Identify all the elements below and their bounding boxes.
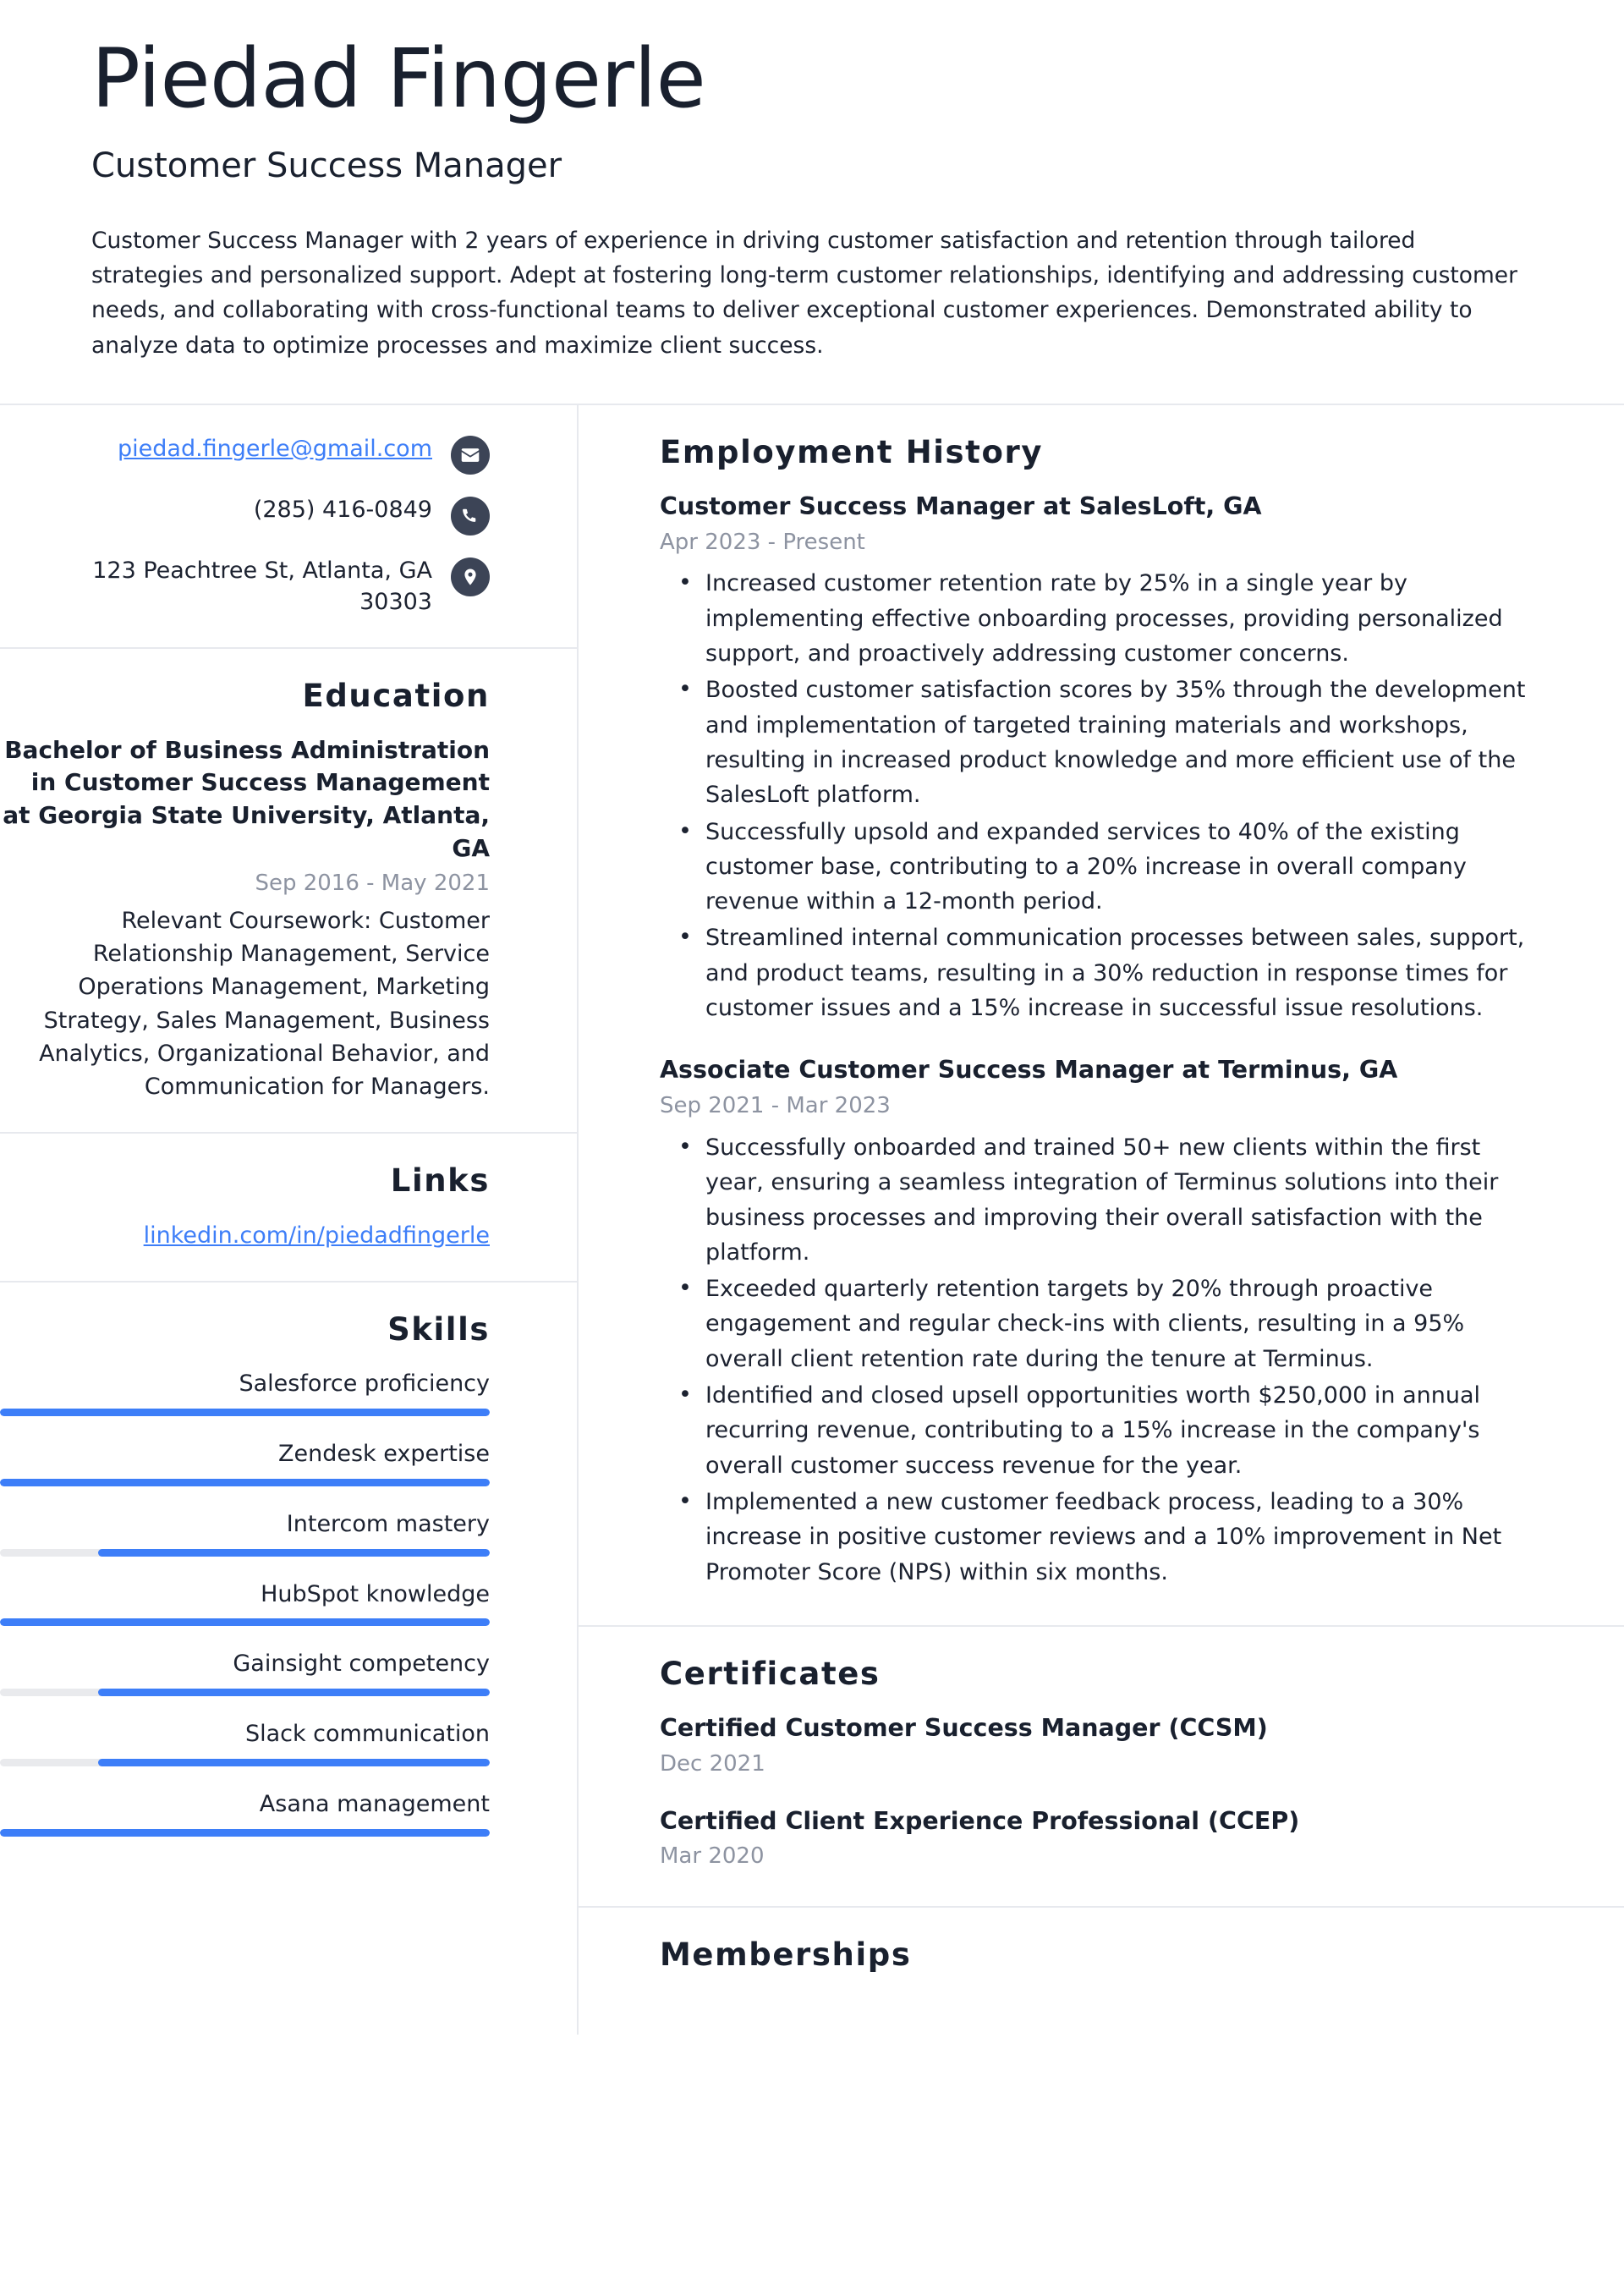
employment-bullets bbox=[660, 566, 1533, 1025]
bullet-item: • Successfully onboarded and trained 50+ new clients within the first year, ensuring a seamless integration of Terminus solutions into their business processes and improving their overall satisfaction with the platform. bbox=[704, 1130, 1533, 1270]
skill-item bbox=[0, 1438, 490, 1486]
skill-progress-track bbox=[0, 1618, 490, 1626]
resume-body bbox=[0, 405, 1624, 2035]
link-item[interactable] bbox=[0, 1219, 490, 1252]
education-degree: Bachelor of Business Administration in Customer Success Management at Georgia State University, Atlanta, GA bbox=[3, 735, 490, 862]
phone-value: (285) 416-0849 bbox=[253, 496, 432, 523]
address-value: 123 Peachtree St, Atlanta, GA 30303 bbox=[92, 557, 432, 615]
skill-progress-fill bbox=[0, 1479, 490, 1486]
skill-progress-track bbox=[0, 1689, 490, 1696]
certificate-entry bbox=[660, 1712, 1533, 1780]
memberships-section-title: Memberships bbox=[660, 1936, 912, 1974]
phone-icon bbox=[451, 497, 490, 536]
memberships-block bbox=[579, 1908, 1624, 2035]
skill-progress-track bbox=[0, 1409, 490, 1416]
certificate-title: Certified Client Experience Professional (CCEP) bbox=[660, 1806, 1300, 1835]
skill-item bbox=[0, 1788, 490, 1837]
bullet-item: • Increased customer retention rate by 25% in a single year by implementing effective onboarding processes, providing personalized support, and proactively addressing customer concerns. bbox=[704, 566, 1533, 671]
bullet-item: • Boosted customer satisfaction scores by 35% through the development and implementation of targeted training materials and workshops, resulting in increased product knowledge and more efficient use of the SalesLoft platform. bbox=[704, 673, 1533, 812]
skill-progress-fill bbox=[0, 1409, 490, 1416]
certificate-date: Dec 2021 bbox=[660, 1750, 765, 1777]
certificates-block bbox=[579, 1627, 1624, 1908]
resume-header bbox=[0, 0, 1624, 404]
skill-item bbox=[0, 1648, 490, 1696]
skill-progress-fill bbox=[98, 1759, 490, 1766]
email-value[interactable]: piedad.fingerle@gmail.com bbox=[118, 435, 432, 462]
skill-item bbox=[0, 1508, 490, 1557]
employment-entry bbox=[660, 491, 1533, 1026]
bullet-item: • Exceeded quarterly retention targets by 20% through proactive engagement and regular check-ins with clients, resulting in a 95% overall client retention rate during the tenure at Terminus. bbox=[704, 1272, 1533, 1376]
bullet-item: • Identified and closed upsell opportunities worth $250,000 in annual recurring revenue, contributing to a 15% increase in the company's overall customer success revenue for the year. bbox=[704, 1378, 1533, 1483]
certificates-section-title: Certificates bbox=[660, 1655, 881, 1692]
skills-block bbox=[0, 1283, 577, 1870]
skill-label: Gainsight competency bbox=[233, 1651, 490, 1678]
linkedin-link[interactable]: linkedin.com/in/piedadfingerle bbox=[143, 1222, 490, 1250]
education-block bbox=[0, 649, 577, 1134]
education-entry bbox=[0, 734, 490, 1103]
bullet-item: • Streamlined internal communication processes between sales, support, and product teams, resulting in a 30% reduction in response times for customer issues and a 15% increase in successful issue resolutions. bbox=[704, 920, 1533, 1025]
skill-progress-track bbox=[0, 1549, 490, 1557]
bullet-item: • Implemented a new customer feedback process, leading to a 30% increase in positive customer reviews and a 10% improvement in Net Promoter Score (NPS) within six months. bbox=[704, 1485, 1533, 1590]
contact-item-email[interactable] bbox=[0, 434, 490, 475]
envelope-icon bbox=[451, 436, 490, 475]
links-block bbox=[0, 1134, 577, 1283]
skill-item bbox=[0, 1579, 490, 1627]
employment-bullets bbox=[660, 1130, 1533, 1590]
skill-progress-track bbox=[0, 1759, 490, 1766]
skill-label: Zendesk expertise bbox=[278, 1440, 490, 1467]
certificate-title: Certified Customer Success Manager (CCSM) bbox=[660, 1713, 1268, 1742]
contact-block bbox=[0, 405, 577, 649]
links-section-title: Links bbox=[390, 1162, 490, 1200]
job-title: Customer Success Manager bbox=[91, 146, 562, 185]
employment-dates: Sep 2021 - Mar 2023 bbox=[660, 1093, 891, 1119]
page-title: Piedad Fingerle bbox=[91, 31, 706, 126]
employment-entry bbox=[660, 1054, 1533, 1590]
employment-job-title: Associate Customer Success Manager at Terminus, GA bbox=[660, 1056, 1398, 1085]
skill-item bbox=[0, 1368, 490, 1416]
skills-section-title: Skills bbox=[387, 1311, 490, 1348]
bullet-item: • Successfully upsold and expanded services to 40% of the existing customer base, contributing to a 20% increase in overall company revenue within a 12-month period. bbox=[704, 815, 1533, 920]
employment-job-title: Customer Success Manager at SalesLoft, GA bbox=[660, 492, 1262, 520]
education-section-title: Education bbox=[302, 677, 490, 714]
contact-item-phone bbox=[0, 495, 490, 536]
employment-history-block bbox=[579, 405, 1624, 1627]
skill-progress-track bbox=[0, 1829, 490, 1837]
employment-section-title: Employment History bbox=[660, 433, 1044, 470]
skill-progress-track bbox=[0, 1479, 490, 1486]
certificate-entry bbox=[660, 1805, 1533, 1873]
skill-label: Slack communication bbox=[244, 1721, 490, 1748]
skill-progress-fill bbox=[98, 1689, 490, 1696]
skill-label: HubSpot knowledge bbox=[261, 1580, 490, 1607]
skill-label: Asana management bbox=[259, 1790, 490, 1817]
certificate-date: Mar 2020 bbox=[660, 1843, 765, 1870]
skill-label: Intercom mastery bbox=[286, 1510, 490, 1537]
skill-progress-fill bbox=[98, 1549, 490, 1557]
skill-progress-fill bbox=[0, 1829, 490, 1837]
location-pin-icon bbox=[451, 558, 490, 596]
professional-summary: Customer Success Manager with 2 years of experience in driving customer satisfaction and retention through tailored strategies and personalized support. Adept at fostering long-term customer relationships, identifying and addressing customer needs, and collaborating with cross-functional teams to deliver exceptional customer experiences. Demonstrated ability to analyze data to optimize processes and maximize client success. bbox=[91, 227, 1517, 359]
education-description: Relevant Coursework: Customer Relationship Management, Service Operations Management, Marketing Strategy, Sales Management, Business Analytics, Organizational Behavior, and Communication for Managers. bbox=[39, 908, 490, 1100]
contact-item-address bbox=[0, 556, 490, 618]
employment-dates: Apr 2023 - Present bbox=[660, 529, 865, 555]
education-dates: Sep 2016 - May 2021 bbox=[255, 871, 490, 897]
skill-item bbox=[0, 1718, 490, 1766]
main-content bbox=[579, 405, 1624, 2035]
skill-progress-fill bbox=[0, 1618, 490, 1626]
sidebar bbox=[0, 405, 579, 2035]
skill-label: Salesforce proficiency bbox=[239, 1370, 490, 1398]
